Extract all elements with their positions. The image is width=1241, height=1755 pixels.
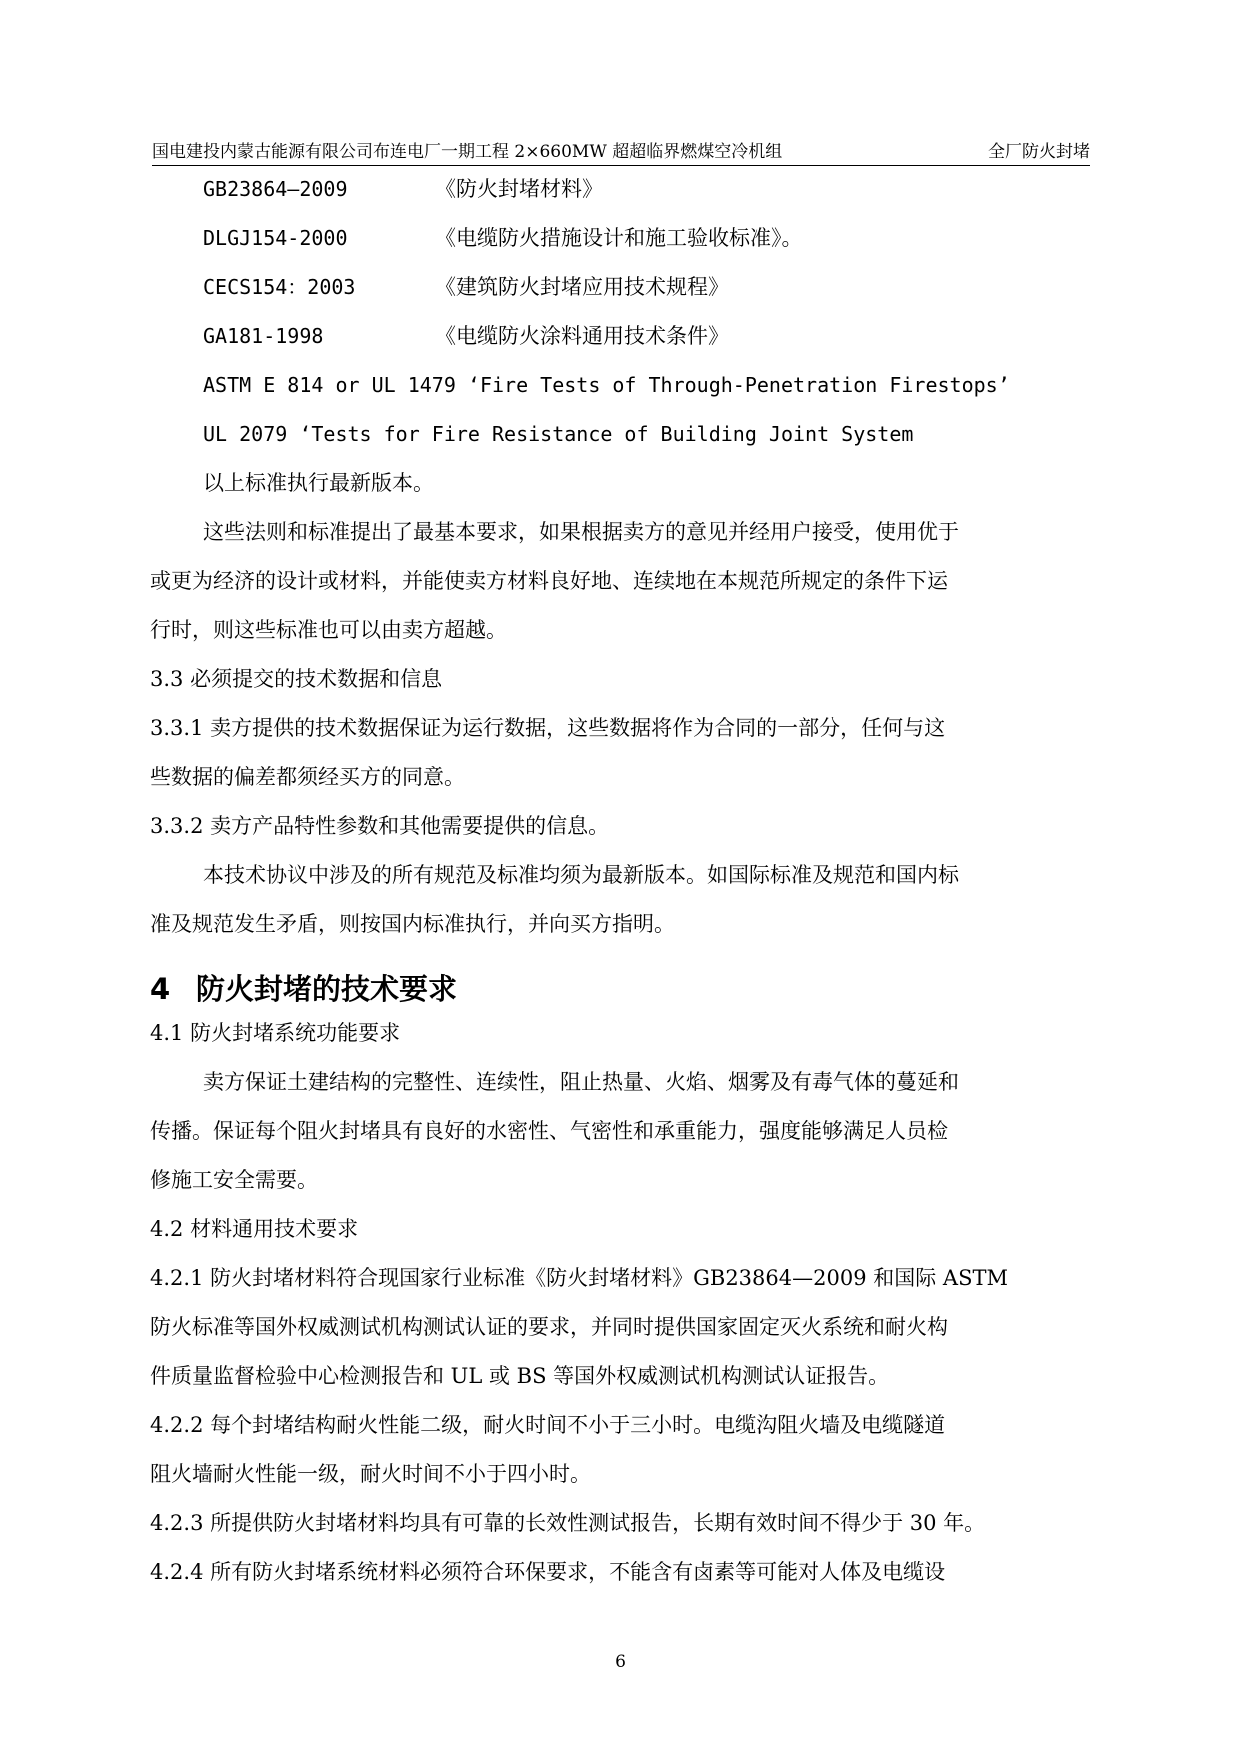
page-number: 6 <box>615 1652 626 1672</box>
latest-version-note: 以上标准执行最新版本。 <box>203 471 434 495</box>
page-header <box>152 135 1090 166</box>
standard-title: 《电缆防火涂料通用技术条件》 <box>435 324 729 348</box>
section-title: 防火封堵的技术要求 <box>196 972 458 1006</box>
standard-title: 《电缆防火措施设计和施工验收标准》。 <box>435 226 803 250</box>
standard-code: GA181-1998 <box>203 324 324 348</box>
paragraph-line: 4.2.2 每个封堵结构耐火性能二级，耐火时间不小于三小时。电缆沟阻火墙及电缆隧道 <box>150 1413 946 1437</box>
paragraph-line: 些数据的偏差都须经买方的同意。 <box>150 765 465 789</box>
standard-code: CECS154：2003 <box>203 275 356 299</box>
standard-title: 《建筑防火封堵应用技术规程》 <box>435 275 729 299</box>
ul-standard-line: UL 2079 ‘Tests for Fire Resistance of Building Joint System <box>203 422 914 446</box>
standard-title: 《防火封堵材料》 <box>435 177 603 201</box>
paragraph-line: 这些法则和标准提出了最基本要求，如果根据卖方的意见并经用户接受，使用优于 <box>203 520 959 544</box>
paragraph-line: 4.2.4 所有防火封堵系统材料必须符合环保要求，不能含有卤素等可能对人体及电缆设 <box>150 1560 946 1584</box>
paragraph-line: 传播。保证每个阻火封堵具有良好的水密性、气密性和承重能力，强度能够满足人员检 <box>150 1119 948 1143</box>
paragraph-line: 本技术协议中涉及的所有规范及标准均须为最新版本。如国际标准及规范和国内标 <box>203 863 959 887</box>
paragraph-line: 防火标准等国外权威测试机构测试认证的要求，并同时提供国家固定灭火系统和耐火构 <box>150 1315 948 1339</box>
subsection-heading: 4.1 防火封堵系统功能要求 <box>150 1021 401 1045</box>
paragraph-line: 阻火墙耐火性能一级，耐火时间不小于四小时。 <box>150 1462 591 1486</box>
paragraph-line: 3.3.2 卖方产品特性参数和其他需要提供的信息。 <box>150 814 610 838</box>
astm-standard-line: ASTM E 814 or UL 1479 ‘Fire Tests of Through-Penetration Firestops’ <box>203 373 1010 397</box>
paragraph-line: 修施工安全需要。 <box>150 1168 318 1192</box>
section-heading <box>150 967 457 1008</box>
paragraph-line: 卖方保证土建结构的完整性、连续性，阻止热量、火焰、烟雾及有毒气体的蔓延和 <box>203 1070 959 1094</box>
paragraph-line: 准及规范发生矛盾，则按国内标准执行，并向买方指明。 <box>150 912 675 936</box>
standard-code: DLGJ154-2000 <box>203 226 348 250</box>
paragraph-line: 3.3.1 卖方提供的技术数据保证为运行数据，这些数据将作为合同的一部分，任何与这 <box>150 716 946 740</box>
subsection-heading: 3.3 必须提交的技术数据和信息 <box>150 667 443 691</box>
header-section-title: 全厂防火封堵 <box>988 142 1090 162</box>
paragraph-line: 4.2.1 防火封堵材料符合现国家行业标准《防火封堵材料》GB23864—2009 和国际 ASTM <box>150 1266 1008 1290</box>
paragraph-line: 4.2.3 所提供防火封堵材料均具有可靠的长效性测试报告，长期有效时间不得少于 30 年。 <box>150 1511 986 1535</box>
header-project-title: 国电建投内蒙古能源有限公司布连电厂一期工程 2×660MW 超超临界燃煤空冷机组 <box>152 142 783 162</box>
paragraph-line: 或更为经济的设计或材料，并能使卖方材料良好地、连续地在本规范所规定的条件下运 <box>150 569 948 593</box>
paragraph-line: 行时，则这些标准也可以由卖方超越。 <box>150 618 507 642</box>
paragraph-line: 件质量监督检验中心检测报告和 UL 或 BS 等国外权威测试机构测试认证报告。 <box>150 1364 890 1388</box>
section-number: 4 <box>150 972 171 1006</box>
standard-code: GB23864—2009 <box>203 177 348 201</box>
subsection-heading: 4.2 材料通用技术要求 <box>150 1217 359 1241</box>
